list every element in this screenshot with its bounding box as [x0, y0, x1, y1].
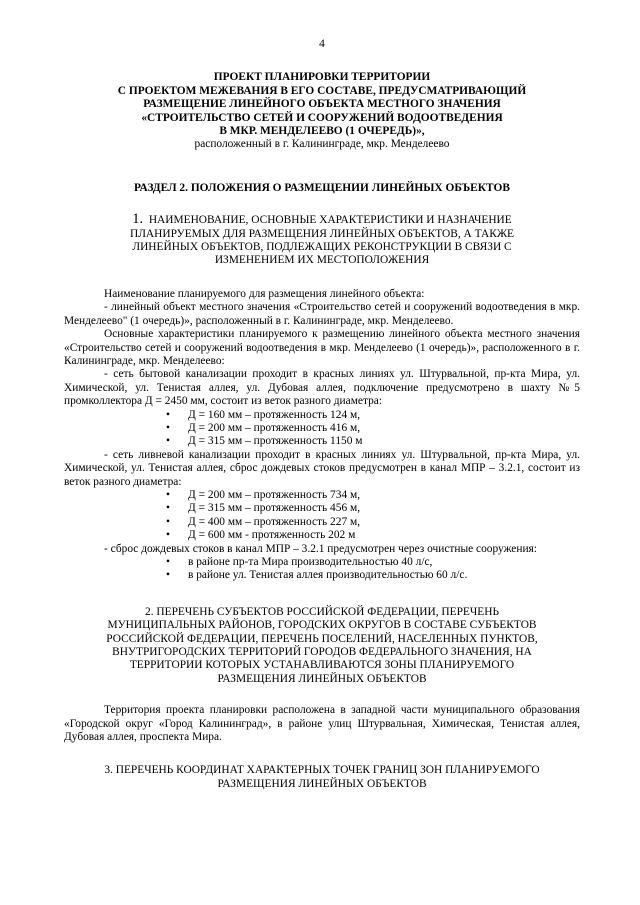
heading-1: [64, 213, 580, 268]
heading-2-line: РОССИЙСКОЙ ФЕДЕРАЦИИ, ПЕРЕЧЕНЬ ПОСЕЛЕНИЙ, НАСЕЛЕННЫХ ПУНКТОВ,: [106, 632, 538, 645]
heading-2-line: МУНИЦИПАЛЬНЫХ РАЙОНОВ, ГОРОДСКИХ ОКРУГОВ В СОСТАВЕ СУБЪЕКТОВ: [107, 619, 537, 632]
heading-2-line: 2. ПЕРЕЧЕНЬ СУБЪЕКТОВ РОССИЙСКОЙ ФЕДЕРАЦИИ, ПЕРЕЧЕНЬ: [145, 605, 499, 618]
title-line: С ПРОЕКТОМ МЕЖЕВАНИЯ В ЕГО СОСТАВЕ, ПРЕДУСМАТРИВАЮЩИЙ: [117, 84, 527, 97]
heading-2-line: РАЗМЕЩЕНИЯ ЛИНЕЙНЫХ ОБЪЕКТОВ: [217, 672, 427, 685]
heading-2-line: ТЕРРИТОРИИ КОТОРЫХ УСТАНАВЛИВАЮТСЯ ЗОНЫ ПЛАНИРУЕМОГО: [129, 659, 515, 672]
list-item: • Д = 600 мм - протяженность 202 м: [166, 529, 580, 542]
document-title: [64, 71, 580, 151]
heading-1-line: НАИМЕНОВАНИЕ, ОСНОВНЫЕ ХАРАКТЕРИСТИКИ И НАЗНАЧЕНИЕ: [148, 214, 512, 227]
title-line: В МКР. МЕНДЕЛЕЕВО (1 ОЧЕРЕДЬ)»,: [219, 125, 425, 138]
title-location: расположенный в г. Калининграде, мкр. Менделеево: [194, 138, 450, 151]
household-sewer-list: [64, 409, 580, 449]
storm-sewer-list: [64, 489, 580, 543]
heading-2: [64, 606, 580, 686]
title-line: ПРОЕКТ ПЛАНИРОВКИ ТЕРРИТОРИИ: [213, 71, 431, 84]
title-line: РАЗМЕЩЕНИЕ ЛИНЕЙНОГО ОБЪЕКТА МЕСТНОГО ЗНАЧЕНИЯ: [143, 98, 501, 111]
heading-3-line: 3. ПЕРЕЧЕНЬ КООРДИНАТ ХАРАКТЕРНЫХ ТОЧЕК ГРАНИЦ ЗОН ПЛАНИРУЕМОГО: [104, 764, 540, 777]
heading-1-line: ПЛАНИРУЕМЫХ ДЛЯ РАЗМЕЩЕНИЯ ЛИНЕЙНЫХ ОБЪЕКТОВ, А ТАКЖЕ: [129, 227, 515, 240]
heading-1-line: ЛИНЕЙНЫХ ОБЪЕКТОВ, ПОДЛЕЖАЩИХ РЕКОНСТРУКЦИИ В СВЯЗИ С: [132, 241, 512, 254]
paragraph-household-sewer: - сеть бытовой канализации проходит в красных линиях ул. Штурвальной, пр-кта Мира, ул. Химической, ул. Тенистая аллея, ул. Дубовая аллея, подключение предусмотрено в шахту №5 промколлектора Д = 2450 мм, состоит из веток разного диаметра:: [64, 368, 580, 408]
paragraph-main-characteristics: Основные характеристики планируемого к размещению линейного объекта местного значения «Строительство сетей и сооружений водоотведения в мкр. Менделеево (1 очередь)», расположенного в г. Калининграде, мкр. Менделеево:: [64, 328, 580, 367]
heading-1-number: 1.: [132, 211, 144, 228]
paragraph-name-intro: Наименование планируемого для размещения линейного объекта:: [104, 287, 425, 300]
page-number: 4: [319, 38, 325, 50]
list-item: • Д = 400 мм – протяженность 227 м,: [166, 516, 580, 529]
list-item: • Д = 200 мм – протяженность 416 м,: [166, 422, 580, 435]
paragraph-discharge: - сброс дождевых стоков в канал МПР – 3.2.1 предусмотрен через очистные сооружения:: [104, 542, 537, 555]
paragraph-name-text: - линейный объект местного значения «Строительство сетей и сооружений водоотведения в мкр. Менделеево" (1 очередь)», расположенный в г. Калининграде, мкр. Менделеево.: [64, 301, 580, 327]
heading-2-line: ВНУТРИГОРОДСКИХ ТЕРРИТОРИЙ ГОРОДОВ ФЕДЕРАЛЬНОГО ЗНАЧЕНИЯ, НА: [112, 646, 532, 659]
list-item: • Д = 160 мм – протяженность 124 м,: [166, 409, 580, 422]
list-item: • Д = 200 мм – протяженность 734 м,: [166, 489, 580, 502]
list-item: • в районе пр-та Мира производительностью 40 л/с,: [166, 556, 580, 569]
title-line: «СТРОИТЕЛЬСТВО СЕТЕЙ И СООРУЖЕНИЙ ВОДООТВЕДЕНИЯ: [141, 111, 503, 124]
paragraph-storm-sewer: - сеть ливневой канализации проходит в красных линиях ул. Штурвальной, пр-кта Мира, ул. Химической, ул. Тенистая аллея, сброс дождевых стоков предусмотрен в канал МПР – 3.2.1, состоит из веток разного диаметра:: [64, 448, 580, 488]
list-item: • в районе ул. Тенистая аллея производительностью 60 л/с.: [166, 569, 580, 582]
heading-3: [64, 764, 580, 791]
section-heading: РАЗДЕЛ 2. ПОЛОЖЕНИЯ О РАЗМЕЩЕНИИ ЛИНЕЙНЫХ ОБЪЕКТОВ: [134, 181, 510, 194]
treatment-facilities-list: [64, 556, 580, 583]
list-item: • Д = 315 мм – протяженность 456 м,: [166, 502, 580, 515]
paragraph-territory: Территория проекта планировки расположена в западной части муниципального образования «Городской округ «Город Калининград», в районе улиц Штурвальная, Химическая, Тенистая аллея, Дубовая аллея, проспекта Мира.: [64, 704, 580, 744]
list-item: • Д = 315 мм – протяженность 1150 м: [166, 435, 580, 448]
heading-1-line: ИЗМЕНЕНИЕМ ИХ МЕСТОПОЛОЖЕНИЯ: [214, 254, 430, 267]
heading-3-line: РАЗМЕЩЕНИЯ ЛИНЕЙНЫХ ОБЪЕКТОВ: [217, 777, 427, 790]
